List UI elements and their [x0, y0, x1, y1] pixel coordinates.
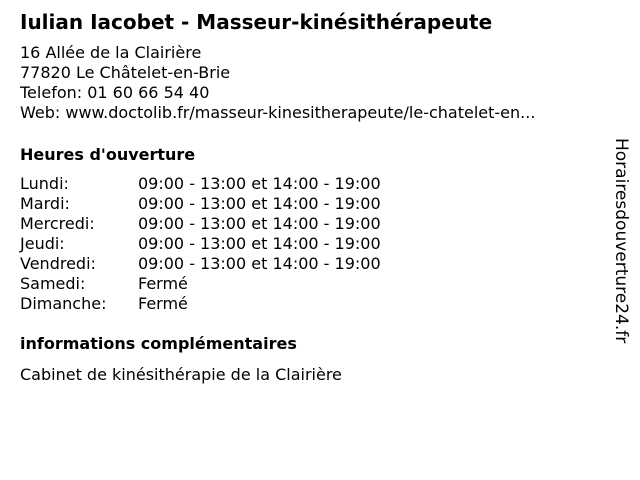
opening-time: 09:00 - 13:00 et 14:00 - 19:00 — [138, 254, 381, 273]
hours-row-wednesday — [20, 214, 381, 234]
street-address: 16 Allée de la Clairière — [20, 43, 202, 62]
day-label: Dimanche: — [20, 294, 107, 313]
day-label: Jeudi: — [20, 234, 65, 253]
hours-row-sunday — [20, 294, 381, 314]
hours-row-tuesday — [20, 194, 381, 214]
day-label: Vendredi: — [20, 254, 96, 273]
day-label: Mercredi: — [20, 214, 95, 233]
opening-hours-list — [20, 174, 381, 314]
contact-block — [20, 43, 535, 123]
day-label: Lundi: — [20, 174, 69, 193]
opening-time: 09:00 - 13:00 et 14:00 - 19:00 — [138, 194, 381, 213]
opening-time: Fermé — [138, 294, 188, 313]
hours-row-thursday — [20, 234, 381, 254]
hours-row-saturday — [20, 274, 381, 294]
opening-hours-heading: Heures d'ouverture — [20, 145, 196, 164]
additional-info-heading: informations complémentaires — [20, 334, 297, 353]
hours-row-friday — [20, 254, 381, 274]
day-label: Samedi: — [20, 274, 86, 293]
city-address: 77820 Le Châtelet-en-Brie — [20, 63, 231, 82]
opening-time: 09:00 - 13:00 et 14:00 - 19:00 — [138, 174, 381, 193]
phone-number: Telefon: 01 60 66 54 40 — [20, 83, 210, 102]
page-title: Iulian Iacobet - Masseur-kinésithérapeute — [20, 10, 493, 34]
day-label: Mardi: — [20, 194, 70, 213]
hours-row-monday — [20, 174, 381, 194]
opening-time: Fermé — [138, 274, 188, 293]
website: Web: www.doctolib.fr/masseur-kinesitherapeute/le-chatelet-en... — [20, 103, 536, 122]
site-watermark: Horairesdouverture24.fr — [611, 138, 631, 344]
opening-time: 09:00 - 13:00 et 14:00 - 19:00 — [138, 214, 381, 233]
opening-time: 09:00 - 13:00 et 14:00 - 19:00 — [138, 234, 381, 253]
additional-info-text: Cabinet de kinésithérapie de la Clairière — [20, 365, 342, 384]
